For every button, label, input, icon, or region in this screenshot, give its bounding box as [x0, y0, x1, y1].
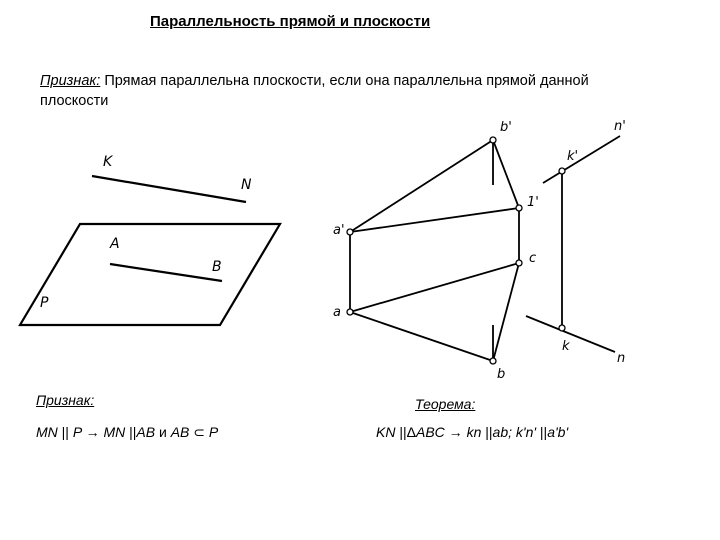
- theorem-f6: a'b': [547, 424, 569, 440]
- line-k-n: [526, 316, 615, 352]
- label-plane-p: P: [40, 295, 49, 311]
- theorem-formula: [376, 424, 568, 440]
- label-b-point: b: [497, 367, 506, 382]
- sign-f4: AB: [136, 424, 156, 440]
- label-a-point: a: [333, 305, 341, 320]
- sign-f1: MN: [36, 424, 58, 440]
- label-a-prime: a': [333, 223, 345, 238]
- point-a: [347, 309, 353, 315]
- left-diagram: [20, 176, 280, 325]
- theorem-f4: ab;: [492, 424, 512, 440]
- label-c-point: c: [529, 251, 537, 266]
- label-n: N: [241, 177, 252, 193]
- segment-a-c: [350, 263, 519, 312]
- sign-f6: P: [208, 424, 219, 440]
- label-k-prime: k': [567, 149, 579, 164]
- arrow-symbol: →: [448, 424, 463, 440]
- segment-a1-11: [350, 208, 519, 232]
- label-a: A: [110, 236, 120, 252]
- segment-b1-11: [493, 140, 519, 208]
- sign-formula: [36, 424, 218, 441]
- point-a-prime: [347, 229, 353, 235]
- point-k-prime: [559, 168, 565, 174]
- page-title: Параллельность прямой и плоскости: [150, 13, 431, 30]
- label-k: K: [103, 154, 113, 170]
- line-ab: [110, 264, 222, 281]
- parallel-symbol: ||: [485, 424, 493, 440]
- label-n-point: n: [617, 351, 626, 366]
- point-b: [490, 358, 496, 364]
- theorem-heading: Теорема:: [415, 396, 476, 412]
- segment-a-b: [350, 312, 493, 361]
- sign-conj: и: [155, 424, 171, 440]
- point-1-prime: [516, 205, 522, 211]
- segment-a1-b1: [350, 140, 493, 232]
- point-c: [516, 260, 522, 266]
- point-k: [559, 325, 565, 331]
- theorem-f3: kn: [466, 424, 482, 440]
- segment-c-b: [493, 263, 519, 361]
- definition-body: Прямая параллельна плоскости, если она параллельна прямой данной плоскости: [40, 73, 589, 109]
- label-n-prime: n': [614, 119, 626, 134]
- sign-f3: MN: [103, 424, 126, 440]
- parallel-symbol: ||: [399, 424, 407, 440]
- point-b-prime: [490, 137, 496, 143]
- label-b-prime: b': [500, 120, 512, 135]
- definition-lead: Признак:: [40, 73, 101, 89]
- sign-f2: P: [72, 424, 82, 440]
- theorem-f5: k'n': [515, 424, 537, 440]
- parallel-symbol: ||: [61, 424, 69, 440]
- subset-symbol: ⊂: [193, 424, 206, 440]
- arrow-symbol: →: [85, 424, 100, 440]
- triangle-symbol: Δ: [406, 424, 416, 440]
- theorem-f2: ABC: [415, 424, 445, 440]
- theorem-f1: KN: [376, 424, 396, 440]
- sign-heading: Признак:: [36, 392, 95, 408]
- line-kn: [92, 176, 246, 202]
- parallel-symbol: ||: [129, 424, 137, 440]
- line-k1-n1: [543, 136, 620, 183]
- label-k-point: k: [562, 339, 570, 354]
- right-diagram: [350, 136, 620, 361]
- plane-p: [20, 224, 280, 325]
- sign-f5: AB: [170, 424, 190, 440]
- label-b: B: [212, 259, 222, 275]
- label-1-prime: 1': [527, 195, 539, 210]
- parallel-symbol: ||: [539, 424, 548, 440]
